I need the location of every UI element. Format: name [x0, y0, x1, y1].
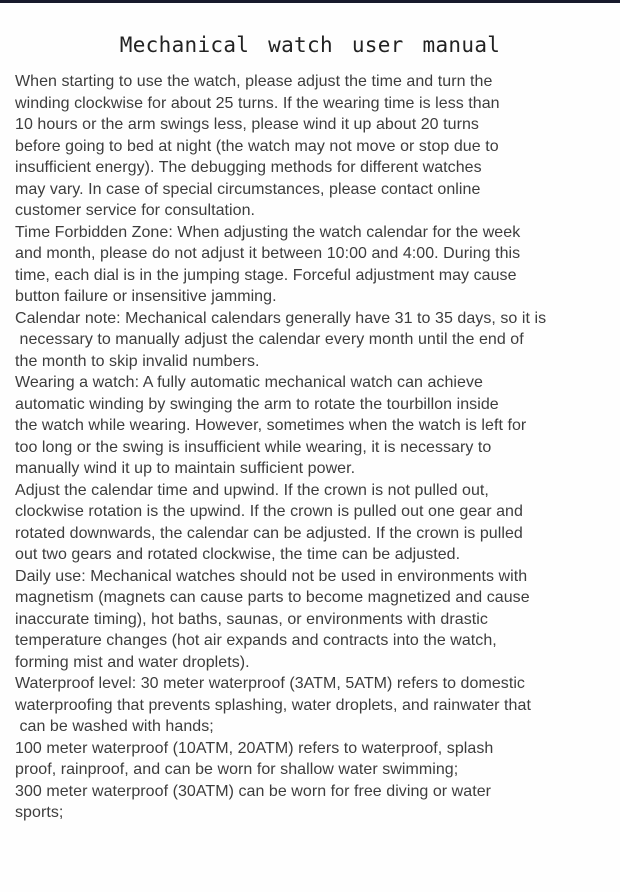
text-line: sports;: [15, 804, 64, 821]
paragraph-getting-started: [15, 71, 610, 222]
text-line: 100 meter waterproof (10ATM, 20ATM) refers to waterproof, splash: [15, 739, 494, 757]
text-line: customer service for consultation.: [15, 202, 256, 219]
paragraph-waterproof-level-100m: [15, 738, 610, 781]
text-line: the month to skip invalid numbers.: [15, 352, 260, 370]
paragraph-wearing-a-watch: [15, 372, 610, 480]
text-line: may vary. In case of special circumstances, please contact online: [15, 180, 481, 198]
text-line: 10 hours or the arm swings less, please wind it up about 20 turns: [15, 116, 479, 133]
text-line: Daily use: Mechanical watches should not be used in environments with: [15, 567, 528, 585]
text-line: inaccurate timing), hot baths, saunas, or environments with drastic: [15, 610, 488, 628]
paragraph-adjust-calendar-time: [15, 480, 610, 566]
text-line: and month, please do not adjust it between 10:00 and 4:00. During this: [15, 245, 521, 262]
paragraph-calendar-note: [15, 308, 610, 373]
text-line: necessary to manually adjust the calendar every month until the end of: [15, 331, 524, 348]
text-line: automatic winding by swinging the arm to rotate the tourbillon inside: [15, 395, 499, 413]
paragraph-time-forbidden-zone: [15, 222, 610, 308]
text-line: button failure or insensitive jamming.: [15, 288, 277, 305]
text-line: rotated downwards, the calendar can be adjusted. If the crown is pulled: [15, 524, 523, 542]
text-line: waterproofing that prevents splashing, water droplets, and rainwater that: [15, 696, 531, 714]
paragraph-daily-use: [15, 566, 610, 674]
text-line: before going to bed at night (the watch may not move or stop due to: [15, 137, 499, 155]
text-line: too long or the swing is insufficient while wearing, it is necessary to: [15, 438, 492, 456]
text-line: proof, rainproof, and can be worn for shallow water swimming;: [15, 761, 459, 778]
paragraph-waterproof-level-30m: [15, 673, 610, 738]
text-line: forming mist and water droplets).: [15, 653, 250, 671]
text-line: manually wind it up to maintain sufficient power.: [15, 460, 356, 477]
text-line: time, each dial is in the jumping stage. Forceful adjustment may cause: [15, 266, 517, 284]
text-line: can be washed with hands;: [15, 718, 214, 735]
text-line: clockwise rotation is the upwind. If the crown is pulled out one gear and: [15, 503, 523, 520]
paragraph-waterproof-level-300m: [15, 781, 610, 824]
text-line: 300 meter waterproof (30ATM) can be worn for free diving or water: [15, 782, 492, 800]
text-line: temperature changes (hot air expands and contracts into the watch,: [15, 632, 497, 649]
text-line: Time Forbidden Zone: When adjusting the watch calendar for the week: [15, 223, 521, 241]
text-line: When starting to use the watch, please adjust the time and turn the: [15, 73, 493, 90]
text-line: Waterproof level: 30 meter waterproof (3ATM, 5ATM) refers to domestic: [15, 675, 525, 692]
text-line: magnetism (magnets can cause parts to become magnetized and cause: [15, 589, 530, 606]
manual-text: [0, 71, 620, 824]
text-line: winding clockwise for about 25 turns. If the wearing time is less than: [15, 94, 500, 112]
page-title: Mechanical watch user manual: [119, 33, 501, 57]
text-line: out two gears and rotated clockwise, the time can be adjusted.: [15, 546, 461, 563]
text-line: the watch while wearing. However, sometimes when the watch is left for: [15, 417, 527, 434]
text-line: Wearing a watch: A fully automatic mechanical watch can achieve: [15, 374, 483, 391]
text-line: insufficient energy). The debugging methods for different watches: [15, 159, 482, 176]
top-border-strip: [0, 0, 620, 3]
text-line: Adjust the calendar time and upwind. If the crown is not pulled out,: [15, 481, 489, 499]
text-line: Calendar note: Mechanical calendars generally have 31 to 35 days, so it is: [15, 309, 547, 327]
